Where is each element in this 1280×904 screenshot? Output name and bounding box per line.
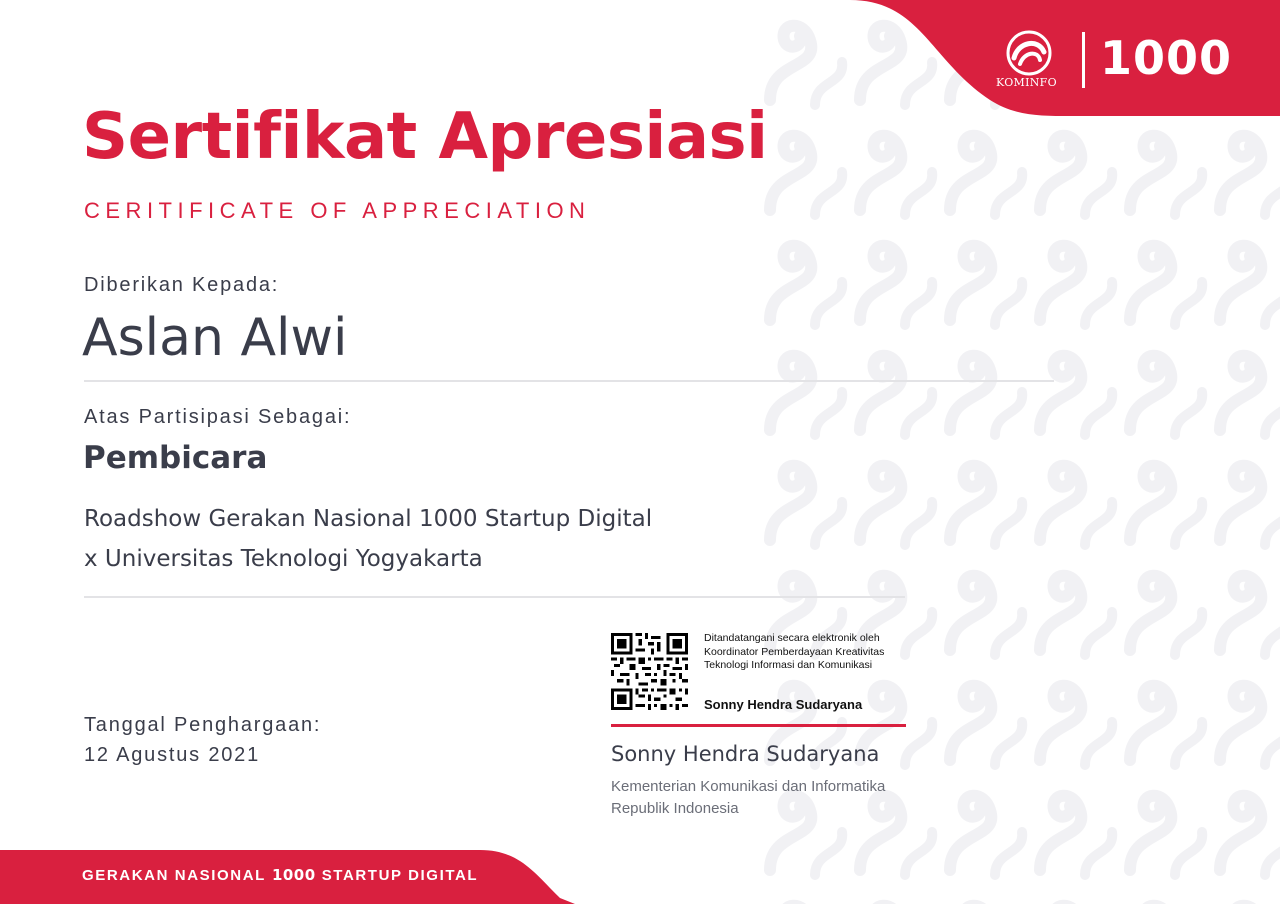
participation-label: Atas Partisipasi Sebagai: xyxy=(84,406,352,428)
footer-tagline xyxy=(82,866,478,884)
background-pattern xyxy=(760,0,1280,904)
brand-1000-logo: 1000 xyxy=(1100,31,1233,85)
footer-left-text: GERAKAN NASIONAL xyxy=(82,867,266,884)
qr-code-icon xyxy=(611,633,688,710)
e-signature-line1: Ditandatangani secara elektronik oleh xyxy=(704,632,880,644)
event-name-line2: x Universitas Teknologi Yogyakarta xyxy=(84,546,483,572)
participation-role: Pembicara xyxy=(83,440,268,476)
e-signature-name: Sonny Hendra Sudaryana xyxy=(704,697,863,712)
footer-brand-1000: 1000 xyxy=(271,866,316,884)
signatory-org-line1: Kementerian Komunikasi dan Informatika xyxy=(611,778,886,795)
event-divider xyxy=(84,596,905,598)
signatory-org-line2: Republik Indonesia xyxy=(611,800,739,817)
certificate-subtitle: CERITIFICATE OF APPRECIATION xyxy=(84,198,591,223)
e-signature-line3: Teknologi Informasi dan Komunikasi xyxy=(704,659,873,671)
award-date-label: Tanggal Penghargaan: xyxy=(84,714,322,736)
kominfo-logo-text: KOMINFO xyxy=(996,76,1057,89)
event-name-line1: Roadshow Gerakan Nasional 1000 Startup Digital xyxy=(84,506,653,532)
certificate-title: Sertifikat Apresiasi xyxy=(82,100,768,174)
kominfo-logo-icon xyxy=(1004,30,1054,76)
e-signature-line2: Koordinator Pemberdayaan Kreativitas xyxy=(704,645,885,658)
recipient-divider xyxy=(84,380,1054,382)
footer-right-text: STARTUP DIGITAL xyxy=(321,867,479,884)
signature-line xyxy=(611,724,906,727)
logo-divider xyxy=(1082,32,1085,88)
award-date-value: 12 Agustus 2021 xyxy=(84,744,261,766)
signatory-name: Sonny Hendra Sudaryana xyxy=(611,742,880,766)
header-logos xyxy=(996,26,1246,96)
recipient-label: Diberikan Kepada: xyxy=(84,274,280,296)
recipient-name: Aslan Alwi xyxy=(82,308,348,368)
e-signature-note xyxy=(704,632,884,673)
